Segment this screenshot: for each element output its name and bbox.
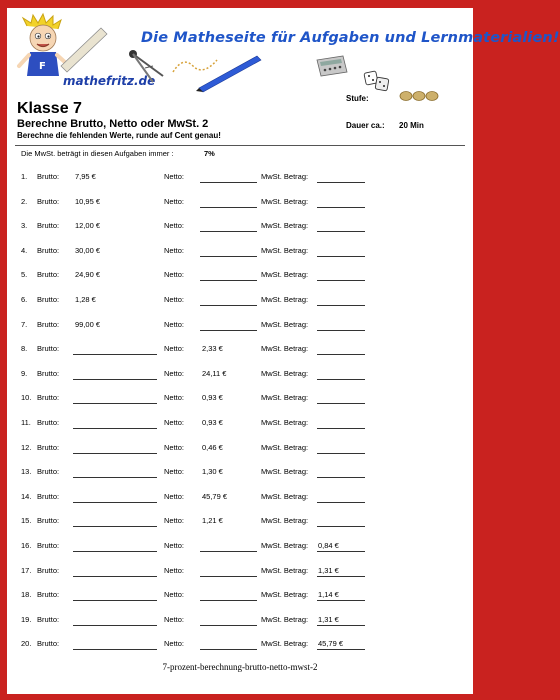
netto-value: 1,30 € <box>202 467 223 477</box>
task-row <box>7 443 473 457</box>
brutto-label: Brutto: <box>37 393 60 403</box>
netto-value: 0,46 € <box>202 442 223 452</box>
mwst-answer-blank[interactable] <box>317 477 365 478</box>
mwst-underline[interactable] <box>317 576 365 577</box>
brutto-value: 1,28 € <box>75 295 96 304</box>
netto-value: 45,79 € <box>202 491 228 501</box>
task-number: 19. <box>21 614 32 624</box>
netto-answer-blank[interactable] <box>200 551 257 552</box>
brutto-label: Brutto: <box>37 270 60 280</box>
divider <box>15 145 465 146</box>
mwst-label: MwSt. Betrag: <box>261 295 309 304</box>
task-number: 9. <box>21 368 28 378</box>
mwst-label: MwSt. Betrag: <box>261 270 309 280</box>
netto-label: Netto: <box>164 590 185 600</box>
difficulty-label: Stufe: <box>346 94 369 103</box>
mwst-answer-blank[interactable] <box>317 354 365 355</box>
page-subtitle: Berechne Brutto, Netto oder MwSt. 2 <box>17 118 209 130</box>
mwst-value: 1,31 € <box>318 565 339 575</box>
task-row <box>7 467 473 481</box>
compass-icon <box>125 46 169 86</box>
mwst-value: 1,31 € <box>318 614 339 624</box>
brutto-label: Brutto: <box>37 639 60 649</box>
duration-value: 20 Min <box>399 121 424 130</box>
task-number: 5. <box>21 270 28 280</box>
brutto-label: Brutto: <box>37 196 60 206</box>
task-row <box>7 172 473 186</box>
mwst-label: MwSt. Betrag: <box>261 541 309 550</box>
brutto-value: 7,95 € <box>75 172 96 181</box>
netto-label: Netto: <box>164 614 185 624</box>
difficulty-coins-icon <box>399 90 441 102</box>
brutto-answer-blank[interactable] <box>73 379 157 380</box>
brutto-answer-blank[interactable] <box>73 526 157 527</box>
netto-label: Netto: <box>164 344 185 354</box>
netto-answer-blank[interactable] <box>200 600 257 601</box>
task-row <box>7 418 473 432</box>
site-slogan: Die Matheseite für Aufgaben und Lernmaterialien! <box>141 30 560 46</box>
task-row <box>7 295 473 309</box>
mwst-label: MwSt. Betrag: <box>261 467 309 477</box>
brutto-label: Brutto: <box>37 319 60 329</box>
task-number: 1. <box>21 172 28 181</box>
brutto-label: Brutto: <box>37 245 60 255</box>
netto-label: Netto: <box>164 418 185 427</box>
brutto-label: Brutto: <box>37 491 60 501</box>
netto-label: Netto: <box>164 516 185 526</box>
task-row <box>7 639 473 653</box>
mwst-label: MwSt. Betrag: <box>261 172 309 181</box>
vat-intro-text: Die MwSt. beträgt in diesen Aufgaben immer : <box>21 149 174 158</box>
netto-label: Netto: <box>164 196 185 206</box>
netto-value: 2,33 € <box>202 344 223 354</box>
brutto-answer-blank[interactable] <box>73 354 157 355</box>
task-row <box>7 590 473 604</box>
page-title: Klasse 7 <box>17 100 82 117</box>
netto-label: Netto: <box>164 368 185 378</box>
mwst-underline[interactable] <box>317 600 365 601</box>
brutto-label: Brutto: <box>37 172 60 181</box>
netto-answer-blank[interactable] <box>200 256 257 257</box>
mwst-answer-blank[interactable] <box>317 256 365 257</box>
svg-text:F: F <box>39 61 46 72</box>
brutto-label: Brutto: <box>37 516 60 526</box>
netto-label: Netto: <box>164 541 185 550</box>
netto-answer-blank[interactable] <box>200 625 257 626</box>
mwst-answer-blank[interactable] <box>317 502 365 503</box>
task-number: 12. <box>21 442 32 452</box>
task-row <box>7 197 473 211</box>
duration-label: Dauer ca.: <box>346 121 385 130</box>
netto-value: 1,21 € <box>202 516 223 526</box>
mwst-answer-blank[interactable] <box>317 207 365 208</box>
task-number: 17. <box>21 565 32 575</box>
mwst-answer-blank[interactable] <box>317 453 365 454</box>
netto-answer-blank[interactable] <box>200 207 257 208</box>
brutto-answer-blank[interactable] <box>73 649 157 650</box>
netto-label: Netto: <box>164 295 185 304</box>
netto-answer-blank[interactable] <box>200 649 257 650</box>
netto-label: Netto: <box>164 491 185 501</box>
task-row <box>7 344 473 358</box>
netto-value: 0,93 € <box>202 393 223 403</box>
mwst-label: MwSt. Betrag: <box>261 491 309 501</box>
brutto-value: 99,00 € <box>75 319 101 329</box>
brutto-label: Brutto: <box>37 467 60 477</box>
mwst-label: MwSt. Betrag: <box>261 245 309 255</box>
brutto-label: Brutto: <box>37 344 60 354</box>
brutto-answer-blank[interactable] <box>73 477 157 478</box>
netto-value: 24,11 € <box>202 368 227 378</box>
mwst-value: 0,84 € <box>318 541 339 550</box>
mwst-answer-blank[interactable] <box>317 182 365 183</box>
brutto-answer-blank[interactable] <box>73 502 157 503</box>
mwst-answer-blank[interactable] <box>317 231 365 232</box>
brutto-label: Brutto: <box>37 295 60 304</box>
mwst-answer-blank[interactable] <box>317 280 365 281</box>
pencil-icon <box>57 22 117 72</box>
netto-answer-blank[interactable] <box>200 280 257 281</box>
brutto-answer-blank[interactable] <box>73 428 157 429</box>
task-row <box>7 246 473 260</box>
task-number: 16. <box>21 541 32 550</box>
task-number: 13. <box>21 467 32 477</box>
task-number: 10. <box>21 393 32 403</box>
vat-rate: 7% <box>204 149 215 158</box>
brutto-value: 24,90 € <box>75 270 101 280</box>
task-row <box>7 393 473 407</box>
mwst-label: MwSt. Betrag: <box>261 368 309 378</box>
mwst-label: MwSt. Betrag: <box>261 614 309 624</box>
netto-answer-blank[interactable] <box>200 330 257 331</box>
calculator-icon <box>315 54 349 78</box>
mwst-value: 45,79 € <box>318 639 344 649</box>
instruction-text: Berechne die fehlenden Werte, runde auf Cent genau! <box>17 131 221 140</box>
netto-label: Netto: <box>164 270 185 280</box>
netto-label: Netto: <box>164 172 185 181</box>
mwst-underline[interactable] <box>317 649 365 650</box>
worksheet-page <box>7 8 560 694</box>
brutto-value: 30,00 € <box>75 245 101 255</box>
mwst-value: 1,14 € <box>318 590 339 600</box>
mwst-answer-blank[interactable] <box>317 526 365 527</box>
task-row <box>7 221 473 235</box>
task-row <box>7 492 473 506</box>
logo-text: mathefritz.de <box>63 74 156 88</box>
mwst-label: MwSt. Betrag: <box>261 196 309 206</box>
brutto-label: Brutto: <box>37 565 60 575</box>
mwst-label: MwSt. Betrag: <box>261 344 309 354</box>
netto-label: Netto: <box>164 245 185 255</box>
task-number: 6. <box>21 295 28 304</box>
netto-label: Netto: <box>164 319 185 329</box>
pen-icon <box>195 52 265 92</box>
task-row <box>7 541 473 555</box>
brutto-answer-blank[interactable] <box>73 551 157 552</box>
brutto-answer-blank[interactable] <box>73 403 157 404</box>
task-number: 18. <box>21 590 32 600</box>
mwst-answer-blank[interactable] <box>317 330 365 331</box>
mwst-label: MwSt. Betrag: <box>261 516 309 526</box>
brutto-label: Brutto: <box>37 442 60 452</box>
netto-label: Netto: <box>164 221 185 231</box>
task-number: 11. <box>21 418 31 427</box>
mwst-label: MwSt. Betrag: <box>261 393 309 403</box>
netto-answer-blank[interactable] <box>200 231 257 232</box>
mwst-answer-blank[interactable] <box>317 305 365 306</box>
footer-filename: 7-prozent-berechnung-brutto-netto-mwst-2 <box>162 662 318 672</box>
task-number: 2. <box>21 196 28 206</box>
task-number: 7. <box>21 319 28 329</box>
brutto-label: Brutto: <box>37 418 60 427</box>
task-number: 15. <box>21 516 32 526</box>
brutto-label: Brutto: <box>37 368 60 378</box>
brutto-value: 12,00 € <box>75 221 101 231</box>
brutto-answer-blank[interactable] <box>73 600 157 601</box>
task-number: 8. <box>21 344 28 354</box>
mwst-underline[interactable] <box>317 551 365 552</box>
mwst-label: MwSt. Betrag: <box>261 319 309 329</box>
mwst-answer-blank[interactable] <box>317 403 365 404</box>
brutto-answer-blank[interactable] <box>73 453 157 454</box>
task-number: 4. <box>21 245 28 255</box>
task-row <box>7 566 473 580</box>
netto-label: Netto: <box>164 639 185 649</box>
mwst-label: MwSt. Betrag: <box>261 221 309 231</box>
dice-icon <box>363 68 391 94</box>
netto-answer-blank[interactable] <box>200 305 257 306</box>
task-row <box>7 270 473 284</box>
brutto-label: Brutto: <box>37 541 60 550</box>
task-number: 20. <box>21 639 32 649</box>
mwst-label: MwSt. Betrag: <box>261 418 309 427</box>
netto-value: 0,93 € <box>202 418 223 427</box>
mwst-answer-blank[interactable] <box>317 428 365 429</box>
netto-answer-blank[interactable] <box>200 576 257 577</box>
task-number: 3. <box>21 221 28 231</box>
mwst-label: MwSt. Betrag: <box>261 565 309 575</box>
task-row <box>7 320 473 334</box>
task-row <box>7 615 473 629</box>
task-row <box>7 369 473 383</box>
mwst-underline[interactable] <box>317 625 365 626</box>
brutto-answer-blank[interactable] <box>73 576 157 577</box>
netto-label: Netto: <box>164 467 185 477</box>
task-number: 14. <box>21 491 32 501</box>
netto-label: Netto: <box>164 565 185 575</box>
brutto-label: Brutto: <box>37 614 60 624</box>
header-banner <box>7 8 560 100</box>
netto-answer-blank[interactable] <box>200 182 257 183</box>
mwst-label: MwSt. Betrag: <box>261 639 309 649</box>
brutto-answer-blank[interactable] <box>73 625 157 626</box>
brutto-label: Brutto: <box>37 590 60 600</box>
netto-label: Netto: <box>164 442 185 452</box>
brutto-value: 10,95 € <box>75 196 101 206</box>
brutto-label: Brutto: <box>37 221 60 231</box>
mwst-answer-blank[interactable] <box>317 379 365 380</box>
task-row <box>7 516 473 530</box>
mwst-label: MwSt. Betrag: <box>261 442 309 452</box>
mwst-label: MwSt. Betrag: <box>261 590 309 600</box>
netto-label: Netto: <box>164 393 185 403</box>
